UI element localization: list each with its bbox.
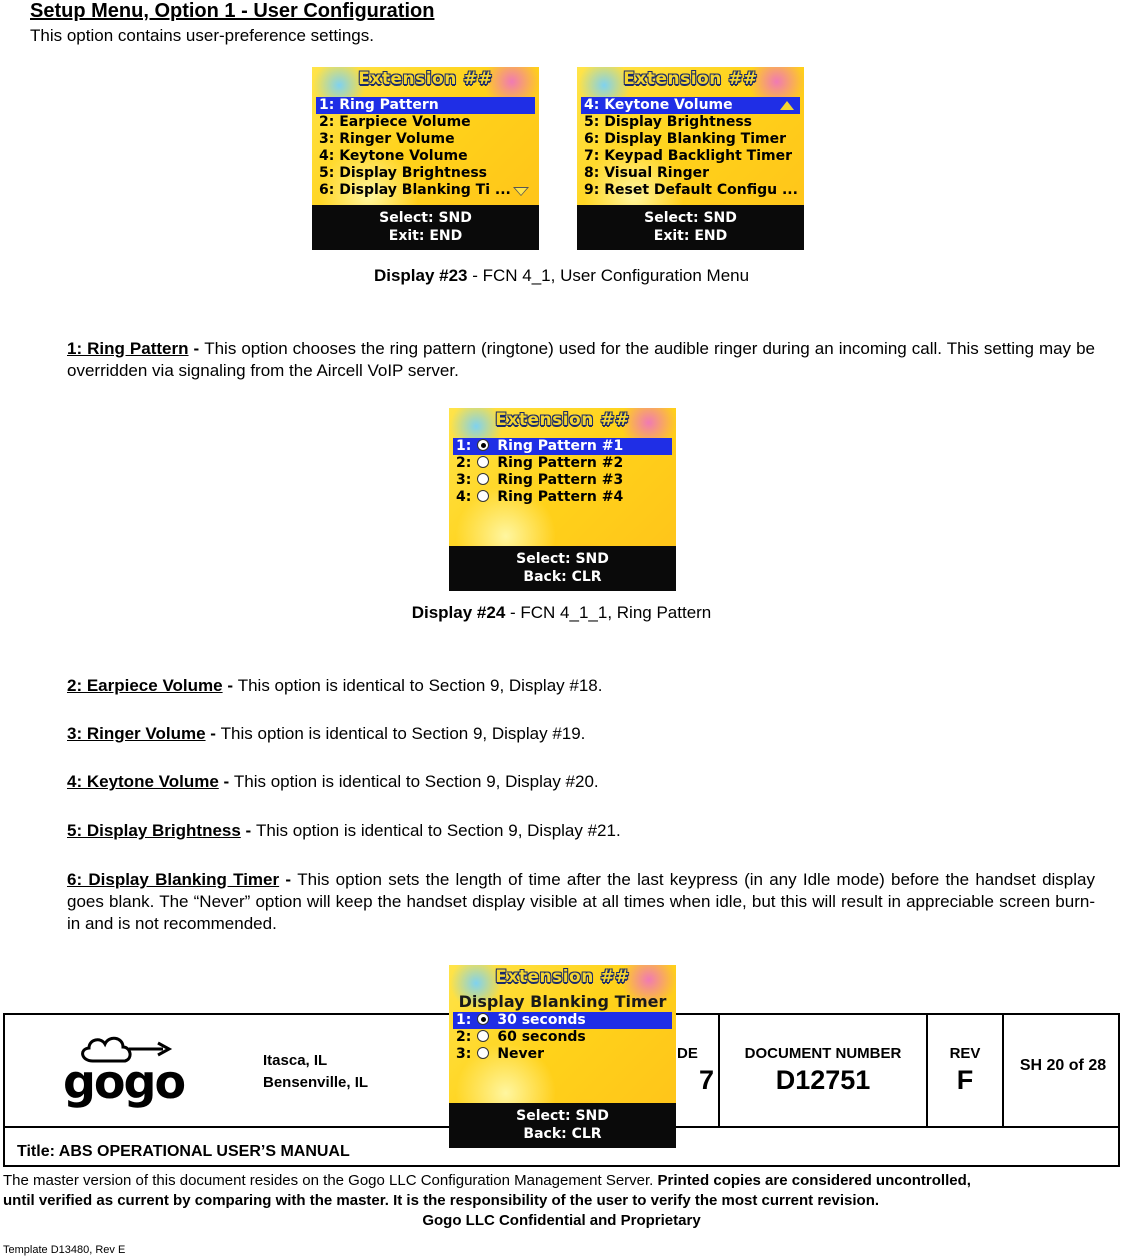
softkey-bar [449,546,676,591]
screen-title: Extension ## [358,69,493,89]
screen-subtitle: Display Blanking Timer [458,992,667,1011]
option-label: Ring Pattern #1 [497,438,624,454]
menu-item[interactable]: 5: Display Brightness [319,165,487,181]
screen-user-config-menu-page2 [577,67,804,250]
menu-item[interactable]: 4: Keytone Volume [319,148,468,164]
radio-selected-icon [477,1013,489,1025]
option-dash: - [188,339,205,358]
radio-option[interactable] [453,472,672,489]
option-text: This option chooses the ring pattern (ringtone) used for the audible ringer during an incoming call. This setting may be overridden via signaling from the Aircell VoIP server. [67,339,1095,380]
radio-option[interactable] [453,1029,672,1046]
radio-option[interactable] [453,1012,672,1029]
radio-option[interactable] [453,455,672,472]
radio-empty-icon [477,1030,489,1042]
option-number: 4: [456,489,472,505]
radio-empty-icon [477,456,489,468]
radio-list [453,438,672,506]
radio-empty-icon [477,1047,489,1059]
menu-item[interactable]: 6: Display Blanking Timer [584,131,786,147]
doc-number-value: D12751 [775,1065,871,1095]
location-2: Bensenville, IL [263,1074,369,1091]
radio-empty-icon [477,473,489,485]
softkey-select: Select: SND [379,210,472,226]
scroll-up-icon [780,101,794,110]
option-keytone-volume [67,771,1095,793]
radio-list [453,1012,672,1063]
option-term: 1: Ring Pattern [67,339,189,358]
radio-option[interactable] [453,438,672,455]
gogo-logo [63,1029,193,1114]
footer-line-1 [3,1172,971,1189]
option-term: 4: Keytone Volume [67,772,219,791]
option-number: 2: [456,1029,472,1045]
option-dash: - [205,724,221,743]
caption-display-24 [0,603,1123,623]
menu-item[interactable]: 7: Keypad Backlight Timer [584,148,793,164]
section-heading: Setup Menu, Option 1 - User Configuration [30,0,435,22]
option-dash: - [222,676,238,695]
caption-text: - FCN 4_1_1, Ring Pattern [505,603,712,622]
screen-title: Extension ## [495,410,630,430]
screen-user-config-menu-page1 [312,67,539,250]
softkey-bar [577,205,804,250]
option-text: This option is identical to Section 9, Display #19. [220,724,586,743]
softkey-bar [449,1103,676,1148]
softkey-back: Back: CLR [523,1126,602,1142]
menu-list [316,97,535,199]
option-ring-pattern [67,338,1095,382]
option-label: Ring Pattern #2 [497,455,624,471]
menu-item[interactable]: 1: Ring Pattern [316,97,535,114]
radio-option[interactable] [453,1046,672,1063]
option-label: Never [497,1046,545,1062]
logo-wordmark: gogo [63,1055,185,1109]
option-term: 6: Display Blanking Timer [67,870,280,889]
option-term: 5: Display Brightness [67,821,241,840]
menu-item[interactable]: 8: Visual Ringer [584,165,709,181]
caption-label: Display #23 [373,266,468,285]
screen-ring-pattern [449,408,676,591]
option-term: 3: Ringer Volume [67,724,206,743]
option-dash: - [240,821,256,840]
softkey-back: Back: CLR [523,569,602,585]
softkey-select: Select: SND [644,210,737,226]
rev-label: REV [949,1045,981,1062]
option-label: Ring Pattern #3 [497,472,624,488]
option-number: 1: [456,1012,472,1028]
screen-title: Extension ## [623,69,758,89]
softkey-bar [312,205,539,250]
option-text: This option is identical to Section 9, Display #20. [233,772,599,791]
radio-option[interactable] [453,489,672,506]
footer-line-2: until verified as current by comparing with the master. It is the responsibility of the user to verify the most current revision. [3,1192,880,1209]
doc-number-label: DOCUMENT NUMBER [744,1045,902,1062]
template-id: Template D13480, Rev E [3,1244,126,1256]
option-text: This option is identical to Section 9, Display #21. [255,821,621,840]
code-label-partial: DE [677,1045,698,1062]
menu-item[interactable]: 3: Ringer Volume [319,131,455,147]
menu-item[interactable]: 2: Earpiece Volume [319,114,471,130]
section-intro: This option contains user-preference settings. [30,26,374,45]
option-text: This option sets the length of time after the last keypress (in any Idle mode) before the handset display goes blank. The “Never” option will keep the handset display visible at all times when idle, but this will result in appreciable screen burn-in and is not recommended. [67,870,1095,933]
radio-empty-icon [477,490,489,502]
softkey-exit: Exit: END [388,228,463,244]
radio-selected-icon [477,439,489,451]
menu-list [581,97,800,199]
document-title: Title: ABS OPERATIONAL USER’S MANUAL [17,1143,350,1160]
option-label: Ring Pattern #4 [497,489,624,505]
softkey-exit: Exit: END [653,228,728,244]
menu-item-label: 4: Keytone Volume [584,97,733,113]
menu-item[interactable]: 5: Display Brightness [584,114,752,130]
menu-item[interactable]: 9: Reset Default Configu ... [584,182,798,198]
softkey-select: Select: SND [516,551,609,567]
option-dash: - [218,772,234,791]
caption-text: - FCN 4_1, User Configuration Menu [467,266,750,285]
screen-title: Extension ## [495,967,630,987]
option-number: 3: [456,472,472,488]
table-divider [1002,1015,1004,1126]
option-ringer-volume [67,723,1095,745]
option-earpiece-volume [67,675,1095,697]
option-text: This option is identical to Section 9, Display #18. [237,676,603,695]
option-label: 30 seconds [497,1012,586,1028]
code-value-partial: 7 [699,1065,715,1095]
footer-confidential: Gogo LLC Confidential and Proprietary [422,1212,701,1229]
scroll-down-icon [513,187,529,196]
footer-line-1-plain: The master version of this document resides on the Gogo LLC Configuration Management Server. [3,1172,658,1189]
option-number: 2: [456,455,472,471]
rev-value: F [956,1065,974,1095]
caption-display-23 [0,266,1123,286]
option-number: 3: [456,1046,472,1062]
caption-label: Display #24 [411,603,506,622]
screen-display-blanking-timer [449,965,676,1148]
option-display-brightness [67,820,1095,842]
option-label: 60 seconds [497,1029,586,1045]
menu-item-wrap[interactable] [581,97,800,114]
sheet-number: SH 20 of 28 [1019,1057,1107,1074]
option-dash: - [279,870,298,889]
softkey-select: Select: SND [516,1108,609,1124]
option-term: 2: Earpiece Volume [67,676,223,695]
footer-line-1-bold: Printed copies are considered uncontrolled, [657,1172,971,1189]
menu-item-label: 6: Display Blanking Ti ... [319,182,511,198]
menu-item-wrap[interactable] [316,182,535,199]
location-1: Itasca, IL [263,1052,328,1069]
option-number: 1: [456,438,472,454]
option-display-blanking-timer [67,869,1095,935]
